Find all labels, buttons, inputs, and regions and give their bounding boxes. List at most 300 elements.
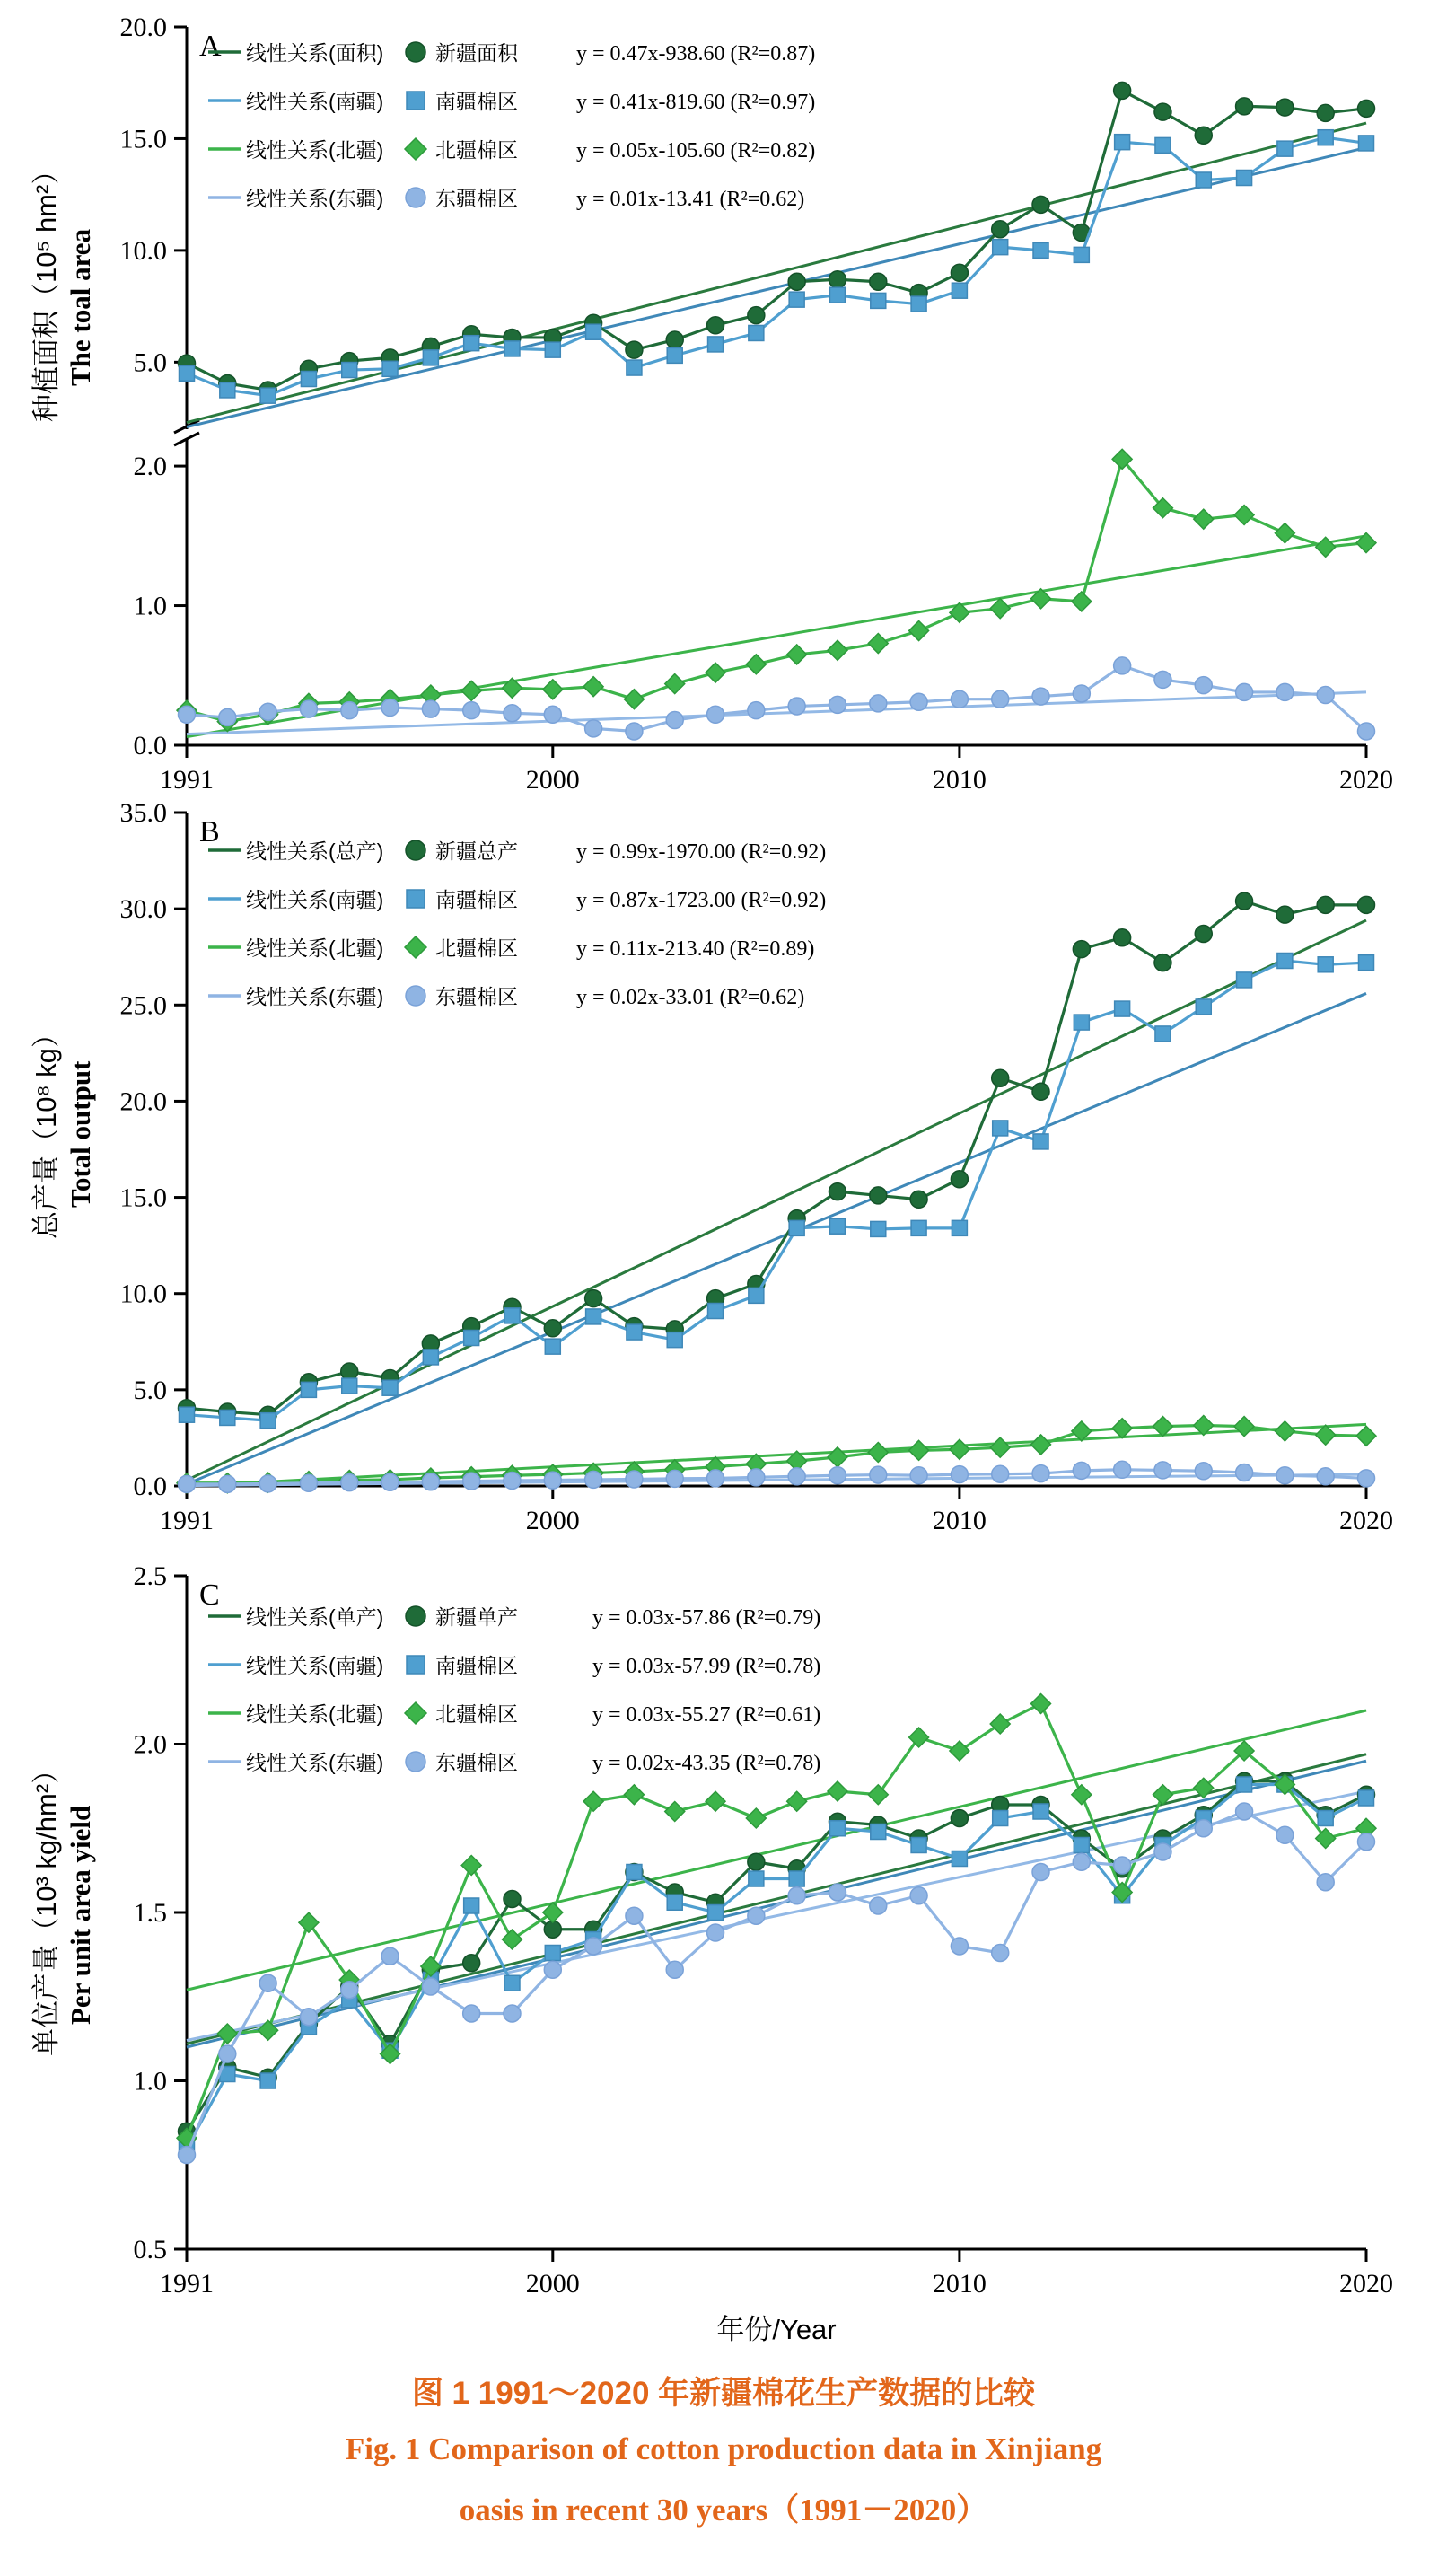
panel-b-legend-marker-5 [407, 890, 425, 908]
panel-a-series-0-marker [748, 307, 765, 324]
panel-c-series-2-marker [1072, 1785, 1092, 1805]
panel-a-series-2-marker [624, 690, 644, 709]
panel-c-series-3-marker [259, 1974, 276, 1991]
panel-c-trendline-0 [187, 1754, 1366, 2044]
panel-c-series-2-marker [299, 1912, 319, 1932]
panel-b-series-0-marker [544, 1320, 561, 1337]
panel-a-series-3-marker [1032, 688, 1049, 705]
panel-b-series-3-marker [910, 1467, 927, 1484]
panel-b-series-0-marker [1073, 941, 1090, 958]
panel-c-series-1-marker [627, 1865, 642, 1880]
x-axis-title: 年份/Year [716, 2314, 837, 2345]
panel-b-x-ticklabel: 2020 [1339, 1506, 1393, 1535]
panel-b-series-1-marker [504, 1308, 520, 1323]
panel-b-series-0-marker [1236, 892, 1253, 910]
panel-b-series-2-marker [868, 1443, 888, 1463]
panel-b-series-1-marker [952, 1220, 967, 1235]
panel-a-legend-label-4: 新疆面积 [435, 41, 518, 65]
panel-a-series-1-marker [260, 388, 276, 403]
panel-a-series-3-marker [1114, 657, 1131, 674]
panel-a-legend-label-1: 线性关系(南疆) [246, 90, 384, 113]
panel-b-series-1-marker [1277, 954, 1293, 969]
panel-c-series-3-marker [951, 1938, 968, 1955]
panel-b-series-3-marker [1114, 1461, 1131, 1478]
panel-a-legend-label-6: 北疆棉区 [435, 138, 518, 162]
panel-b-series-0-line [187, 901, 1366, 1415]
panel-c-series-0-marker [951, 1810, 968, 1827]
panel-a-series-0-marker [1114, 82, 1131, 99]
panel-a-series-3-marker [992, 690, 1009, 708]
panel-c-legend-marker-6 [405, 1702, 426, 1724]
panel-a-y-ticklabel: 15.0 [119, 124, 167, 154]
panel-b-series-0-marker [1114, 929, 1131, 946]
panel-c-series-2-marker [624, 1785, 644, 1805]
panel-c-series-1-marker [1359, 1790, 1374, 1806]
caption-line-en-2: oasis in recent 30 years（1991－2020） [459, 2492, 988, 2528]
panel-a-series-1-marker [627, 360, 642, 375]
panel-b-legend-marker-6 [405, 936, 426, 958]
panel-a-series-1-marker [993, 240, 1008, 255]
panel-b-series-0-marker [1276, 906, 1294, 923]
panel-c-series-2-marker [868, 1785, 888, 1805]
panel-c-series-3-marker [910, 1887, 927, 1904]
panel-a-series-1-marker [1155, 137, 1171, 153]
panel-a-series-3-marker [1317, 687, 1334, 704]
panel-a-y-title-cn: 种植面积（10⁵ hm²） [31, 156, 62, 422]
panel-c-series-1-marker [749, 1871, 764, 1886]
panel-a-x-ticklabel: 1991 [160, 765, 214, 795]
panel-a-series-3-marker [422, 700, 439, 717]
panel-a-series-3-marker [1154, 671, 1171, 688]
panel-c-series-3-marker [300, 2009, 317, 2026]
panel-b-series-0-marker [1358, 896, 1375, 913]
panel-a-series-3-marker [1195, 677, 1212, 694]
panel-a-series-0-marker [951, 264, 968, 281]
panel-a-series-2-marker [461, 681, 481, 700]
panel-a-equation-3: y = 0.01x-13.41 (R²=0.62) [576, 188, 805, 211]
panel-b-series-3-marker [300, 1474, 317, 1491]
panel-c-series-1-marker [1237, 1777, 1252, 1792]
panel-a-series-3-marker [1073, 685, 1090, 702]
panel-b-legend-label-2: 线性关系(北疆) [246, 936, 384, 960]
panel-c-legend-label-6: 北疆棉区 [435, 1702, 518, 1726]
panel-c-letter: C [199, 1578, 220, 1612]
panel-b-x-ticklabel: 2000 [525, 1506, 580, 1535]
panel-b-legend-label-1: 线性关系(南疆) [246, 888, 384, 911]
panel-c-y-ticklabel: 0.5 [133, 2235, 167, 2264]
panel-a-letter: A [199, 30, 222, 63]
panel-b-series-0-marker [1032, 1083, 1049, 1100]
panel-c-series-3-marker [829, 1884, 846, 1901]
panel-c-series-3-marker [1195, 1820, 1212, 1837]
panel-b-series-1-marker [1237, 972, 1252, 988]
panel-a-legend-marker-5 [407, 92, 425, 110]
panel-a-series-3-marker [748, 702, 765, 719]
panel-a-x-ticklabel: 2020 [1339, 765, 1393, 795]
panel-c-series-1-marker [952, 1851, 967, 1867]
panel-b-series-3-marker [1073, 1462, 1090, 1479]
panel-a-series-2-marker [787, 645, 807, 664]
panel-a-series-1-marker [1237, 171, 1252, 186]
panel-a-y-ticklabel: 20.0 [119, 13, 167, 42]
panel-b-series-1-marker [220, 1410, 235, 1425]
panel-c-series-0-marker [463, 1955, 480, 1972]
panel-a-series-0-line [187, 91, 1366, 391]
panel-c-series-3-marker [1276, 1826, 1294, 1843]
panel-a-series-3-marker [666, 712, 683, 729]
panel-c-y-title-en: Per unit area yield [65, 1805, 96, 2025]
panel-a-y-title-en: The toal area [65, 228, 96, 386]
panel-b-y-title-cn: 总产量（10⁸ kg） [31, 1020, 62, 1239]
panel-c-series-3-marker [992, 1945, 1009, 1962]
panel-a-equation-0: y = 0.47x-938.60 (R²=0.87) [576, 42, 816, 66]
panel-b-series-1-marker [423, 1350, 438, 1365]
panel-b-series-0-marker [992, 1069, 1009, 1086]
panel-c-series-1-marker [871, 1824, 886, 1840]
panel-b-equation-0: y = 0.99x-1970.00 (R²=0.92) [576, 840, 827, 864]
panel-b-series-3-marker [992, 1465, 1009, 1482]
panel-b-series-1-marker [382, 1380, 398, 1395]
panel-a-series-2-marker [828, 640, 847, 660]
panel-b-legend-label-6: 北疆棉区 [435, 936, 518, 960]
panel-a-series-1-marker [301, 372, 316, 387]
panel-a-series-3-marker [951, 690, 968, 708]
panel-c-x-ticklabel: 2020 [1339, 2269, 1393, 2299]
panel-a-series-3-marker [381, 699, 399, 717]
panel-b-series-3-marker [544, 1472, 561, 1489]
panel-a-series-1-marker [1196, 172, 1211, 188]
panel-c-series-2-marker [665, 1802, 685, 1822]
panel-a-y-ticklabel: 5.0 [133, 347, 167, 378]
panel-c-x-ticklabel: 2000 [525, 2269, 580, 2299]
panel-b-series-3-marker [707, 1470, 724, 1487]
panel-b-series-1-marker [464, 1331, 479, 1346]
panel-c-y-ticklabel: 2.5 [133, 1561, 167, 1591]
panel-b-series-1-marker [1115, 1001, 1130, 1016]
panel-b-series-1-marker [789, 1220, 804, 1235]
panel-c-x-ticklabel: 2010 [932, 2269, 987, 2299]
panel-c-series-3-marker [788, 1887, 805, 1904]
panel-a-series-3-marker [544, 706, 561, 723]
panel-a-series-1-marker [1359, 136, 1374, 151]
panel-a-legend-label-3: 线性关系(东疆) [246, 187, 384, 210]
panel-a-series-1-marker [1115, 135, 1130, 150]
panel-a-series-3-marker [1358, 723, 1375, 740]
panel-a-series-1-marker [749, 325, 764, 340]
panel-a-series-0-marker [1276, 99, 1294, 116]
panel-b-y-ticklabel: 20.0 [119, 1086, 167, 1117]
panel-c-legend-marker-5 [407, 1656, 425, 1674]
panel-b-series-1-marker [1196, 999, 1211, 1015]
panel-c-series-3-marker [1154, 1843, 1171, 1860]
panel-c-y-title-cn: 单位产量（10³ kg/hm²） [31, 1755, 62, 2056]
panel-c-series-3-marker [1073, 1853, 1090, 1870]
panel-b-series-1-marker [342, 1378, 357, 1394]
panel-b-y-ticklabel: 15.0 [119, 1182, 167, 1213]
panel-c-series-1-marker [545, 1946, 560, 1961]
panel-b-y-ticklabel: 0.0 [133, 1472, 167, 1501]
panel-c-series-2-marker [1031, 1694, 1051, 1714]
panel-b-y-ticklabel: 25.0 [119, 990, 167, 1021]
panel-c-series-0-marker [748, 1853, 765, 1870]
panel-c-series-3-marker [870, 1897, 887, 1914]
panel-b-series-1-marker [586, 1309, 601, 1324]
panel-b-legend-label-4: 新疆总产 [435, 840, 518, 863]
panel-b-series-3-marker [1236, 1464, 1253, 1481]
panel-a-series-2-marker [1234, 506, 1254, 525]
panel-c-series-3-marker [422, 1978, 439, 1995]
panel-a-y-ticklabel: 2.0 [133, 452, 167, 482]
panel-c-series-2-marker [706, 1791, 725, 1811]
panel-c-series-1-marker [1318, 1811, 1333, 1826]
panel-c-series-1-marker [993, 1811, 1008, 1826]
panel-b-equation-2: y = 0.11x-213.40 (R²=0.89) [576, 937, 815, 961]
panel-b-series-1-marker [1155, 1026, 1171, 1042]
panel-b-series-3-marker [666, 1470, 683, 1487]
panel-b-legend-marker-7 [406, 986, 425, 1006]
panel-a-series-1-marker [382, 361, 398, 376]
panel-c-series-1-marker [911, 1838, 926, 1853]
panel-b-series-2-marker [990, 1437, 1010, 1457]
panel-b-series-0-marker [951, 1171, 968, 1188]
panel-b-series-1-marker [911, 1220, 926, 1235]
panel-c-series-2-marker [787, 1791, 807, 1811]
panel-a-series-0-marker [788, 273, 805, 290]
panel-b-series-3-marker [504, 1473, 521, 1490]
panel-a-series-1-marker [1033, 242, 1048, 258]
panel-a-series-3-marker [626, 723, 643, 740]
panel-a-series-1-marker [952, 283, 967, 298]
panel-c-series-3-marker [219, 2045, 236, 2062]
panel-a-series-3-marker [259, 703, 276, 720]
panel-b-series-2-marker [1356, 1426, 1376, 1446]
panel-a-series-0-marker [1154, 103, 1171, 120]
panel-a-series-0-marker [1358, 100, 1375, 117]
panel-a-series-2-marker [990, 599, 1010, 619]
panel-b-series-2-marker [1112, 1419, 1132, 1438]
panel-c-equation-3: y = 0.02x-43.35 (R²=0.78) [592, 1752, 821, 1775]
panel-a-series-3-marker [870, 695, 887, 712]
panel-c-legend-marker-7 [406, 1752, 425, 1772]
panel-b-series-1-marker [301, 1382, 316, 1397]
panel-b-series-1-marker [627, 1324, 642, 1340]
panel-b-series-1-marker [180, 1407, 195, 1422]
panel-b-series-3-marker [219, 1475, 236, 1492]
panel-a-series-2-marker [1072, 592, 1092, 611]
panel-b-y-ticklabel: 10.0 [119, 1279, 167, 1309]
panel-c-series-2-marker [461, 1856, 481, 1876]
panel-b-series-0-marker [1154, 954, 1171, 971]
panel-c-series-1-marker [1033, 1804, 1048, 1819]
panel-a-series-3-marker [179, 706, 196, 723]
panel-a-series-0-marker [1317, 104, 1334, 121]
panel-b-series-3-marker [179, 1475, 196, 1492]
panel-c-series-2-marker [950, 1741, 969, 1761]
panel-a-series-2-marker [868, 634, 888, 654]
panel-c-series-1-line [187, 1785, 1366, 2149]
panel-b-series-0-marker [910, 1191, 927, 1208]
panel-a-series-1-marker [871, 293, 886, 308]
panel-b-series-1-marker [993, 1121, 1008, 1136]
panel-b-equation-3: y = 0.02x-33.01 (R²=0.62) [576, 986, 805, 1009]
panel-b-series-2-marker [1153, 1417, 1172, 1437]
panel-c-series-3-marker [1114, 1857, 1131, 1874]
panel-c-series-2-marker [502, 1930, 522, 1949]
panel-c-series-2-marker [909, 1728, 929, 1747]
panel-b-legend-label-0: 线性关系(总产) [246, 840, 384, 863]
panel-a-series-3-marker [300, 700, 317, 717]
panel-c-series-0-marker [544, 1921, 561, 1938]
panel-c-series-1-marker [260, 2073, 276, 2088]
panel-b-equation-1: y = 0.87x-1723.00 (R²=0.92) [576, 889, 827, 912]
panel-b-series-1-marker [667, 1332, 682, 1348]
panel-b-y-ticklabel: 30.0 [119, 894, 167, 925]
panel-c-series-3-marker [666, 1961, 683, 1978]
panel-c-series-2-marker [828, 1781, 847, 1801]
panel-b-series-1-marker [260, 1413, 276, 1429]
panel-b-series-3-marker [626, 1471, 643, 1488]
panel-a-series-0-marker [1236, 98, 1253, 115]
panel-b-series-3-marker [788, 1468, 805, 1485]
panel-a-series-1-line [187, 137, 1366, 395]
panel-a-series-3-marker [219, 708, 236, 725]
panel-c-equation-1: y = 0.03x-57.99 (R²=0.78) [592, 1655, 821, 1678]
panel-a-series-1-marker [1074, 247, 1089, 262]
panel-a-series-3-marker [585, 720, 602, 737]
panel-a-trendline-2 [187, 536, 1366, 737]
panel-a-series-3-marker [463, 702, 480, 719]
panel-c-series-3-marker [1358, 1833, 1375, 1851]
panel-a-series-1-marker [342, 363, 357, 378]
panel-b-series-0-marker [585, 1290, 602, 1307]
panel-b-letter: B [199, 815, 220, 848]
panel-b-series-3-marker [951, 1466, 968, 1483]
panel-b-series-3-marker [585, 1471, 602, 1488]
panel-a-series-2-marker [746, 655, 766, 674]
panel-a-series-1-marker [545, 342, 560, 357]
panel-c-legend-label-7: 东疆棉区 [435, 1751, 518, 1774]
panel-b-series-0-marker [1317, 896, 1334, 913]
panel-a-y-ticklabel: 10.0 [119, 235, 167, 266]
panel-c-series-3-marker [748, 1907, 765, 1924]
panel-b-series-1-marker [1074, 1015, 1089, 1030]
panel-c-series-1-marker [789, 1871, 804, 1886]
panel-b-series-3-marker [1358, 1470, 1375, 1487]
panel-a-legend-label-2: 线性关系(北疆) [246, 138, 384, 162]
caption-line-cn: 图 1 1991～2020 年新疆棉花生产数据的比较 [411, 2376, 1036, 2411]
panel-a-legend-marker-4 [406, 42, 425, 62]
panel-b-y-ticklabel: 35.0 [119, 798, 167, 828]
panel-b-trendline-1 [187, 993, 1366, 1483]
panel-a-series-1-marker [180, 365, 195, 381]
panel-b-series-1-marker [1359, 955, 1374, 971]
panel-a-series-2-marker [543, 680, 563, 699]
panel-a-series-0-marker [992, 221, 1009, 238]
panel-b-series-0-marker [1195, 926, 1212, 943]
panel-c-legend-label-3: 线性关系(东疆) [246, 1751, 384, 1774]
panel-a-series-0-marker [829, 271, 846, 288]
panel-c-series-3-marker [1236, 1803, 1253, 1820]
panel-a-trendline-3 [187, 692, 1366, 734]
panel-c-x-ticklabel: 1991 [160, 2269, 214, 2299]
panel-c-series-1-marker [1074, 1838, 1089, 1853]
panel-b-series-3-marker [341, 1474, 358, 1491]
panel-b-series-3-marker [259, 1475, 276, 1492]
panel-c-series-2-marker [990, 1714, 1010, 1734]
panel-a-series-1-marker [667, 347, 682, 363]
panel-b-series-1-marker [708, 1304, 724, 1319]
panel-a-series-1-marker [829, 287, 845, 303]
panel-c-legend-label-0: 线性关系(单产) [246, 1605, 384, 1629]
panel-a-series-0-marker [870, 273, 887, 290]
panel-c-series-3-marker [381, 1947, 399, 1965]
panel-b-series-3-marker [1032, 1465, 1049, 1482]
panel-b-series-1-marker [1033, 1134, 1048, 1149]
panel-c-series-2-marker [583, 1791, 603, 1811]
panel-a-x-ticklabel: 2010 [932, 765, 987, 795]
panel-c-series-3-marker [179, 2147, 196, 2164]
panel-b-series-2-marker [828, 1447, 847, 1467]
panel-b-series-3-marker [422, 1473, 439, 1490]
panel-c-legend-label-4: 新疆单产 [435, 1605, 518, 1629]
panel-c-y-ticklabel: 2.0 [133, 1729, 167, 1760]
panel-c-series-3-marker [341, 1982, 358, 1999]
panel-a-series-1-marker [464, 336, 479, 351]
panel-a-series-0-marker [1032, 196, 1049, 213]
panel-c-series-1-marker [464, 1898, 479, 1913]
panel-b-series-3-marker [1195, 1463, 1212, 1480]
panel-a-legend-marker-7 [406, 188, 425, 207]
panel-a-legend-label-7: 东疆棉区 [435, 187, 518, 210]
panel-c-equation-0: y = 0.03x-57.86 (R²=0.79) [592, 1606, 821, 1630]
panel-b-series-2-marker [1275, 1421, 1294, 1441]
panel-c-legend-label-5: 南疆棉区 [435, 1654, 518, 1677]
panel-b-legend-marker-4 [406, 840, 425, 860]
panel-a-series-1-marker [504, 341, 520, 356]
panel-a-series-2-marker [1316, 537, 1336, 557]
panel-c-series-3-marker [626, 1907, 643, 1924]
panel-c-series-1-marker [829, 1821, 845, 1836]
panel-b-series-3-marker [1154, 1462, 1171, 1479]
panel-a-legend-label-0: 线性关系(面积) [246, 41, 384, 65]
panel-b-series-1-marker [749, 1288, 764, 1303]
panel-a-series-1-marker [220, 382, 235, 398]
panel-c-legend-marker-4 [406, 1606, 425, 1626]
panel-b-series-1-marker [871, 1221, 886, 1236]
panel-b-series-1-line [187, 961, 1366, 1420]
panel-a-series-2-marker [706, 663, 725, 682]
panel-a-series-1-marker [708, 337, 724, 352]
panel-b-series-2-marker [950, 1439, 969, 1459]
panel-c-legend-label-2: 线性关系(北疆) [246, 1702, 384, 1726]
panel-c-legend-label-1: 线性关系(南疆) [246, 1654, 384, 1677]
panel-c-series-1-marker [504, 1975, 520, 1991]
panel-a-legend-marker-6 [405, 138, 426, 160]
panel-a-series-1-marker [423, 350, 438, 365]
panel-a-y-ticklabel: 0.0 [133, 731, 167, 760]
panel-c-series-3-marker [1317, 1874, 1334, 1891]
panel-b-legend-label-3: 线性关系(东疆) [246, 985, 384, 1008]
panel-a-series-0-marker [707, 317, 724, 334]
panel-a-y-ticklabel: 1.0 [133, 591, 167, 621]
panel-b-series-3-marker [1276, 1467, 1294, 1484]
panel-a-series-3-marker [788, 698, 805, 715]
panel-b-y-title-en: Total output [65, 1060, 96, 1208]
panel-a-equation-2: y = 0.05x-105.60 (R²=0.82) [576, 139, 816, 163]
panel-b-series-3-marker [748, 1469, 765, 1486]
panel-a-series-3-marker [707, 706, 724, 723]
panel-b-x-ticklabel: 1991 [160, 1506, 214, 1535]
